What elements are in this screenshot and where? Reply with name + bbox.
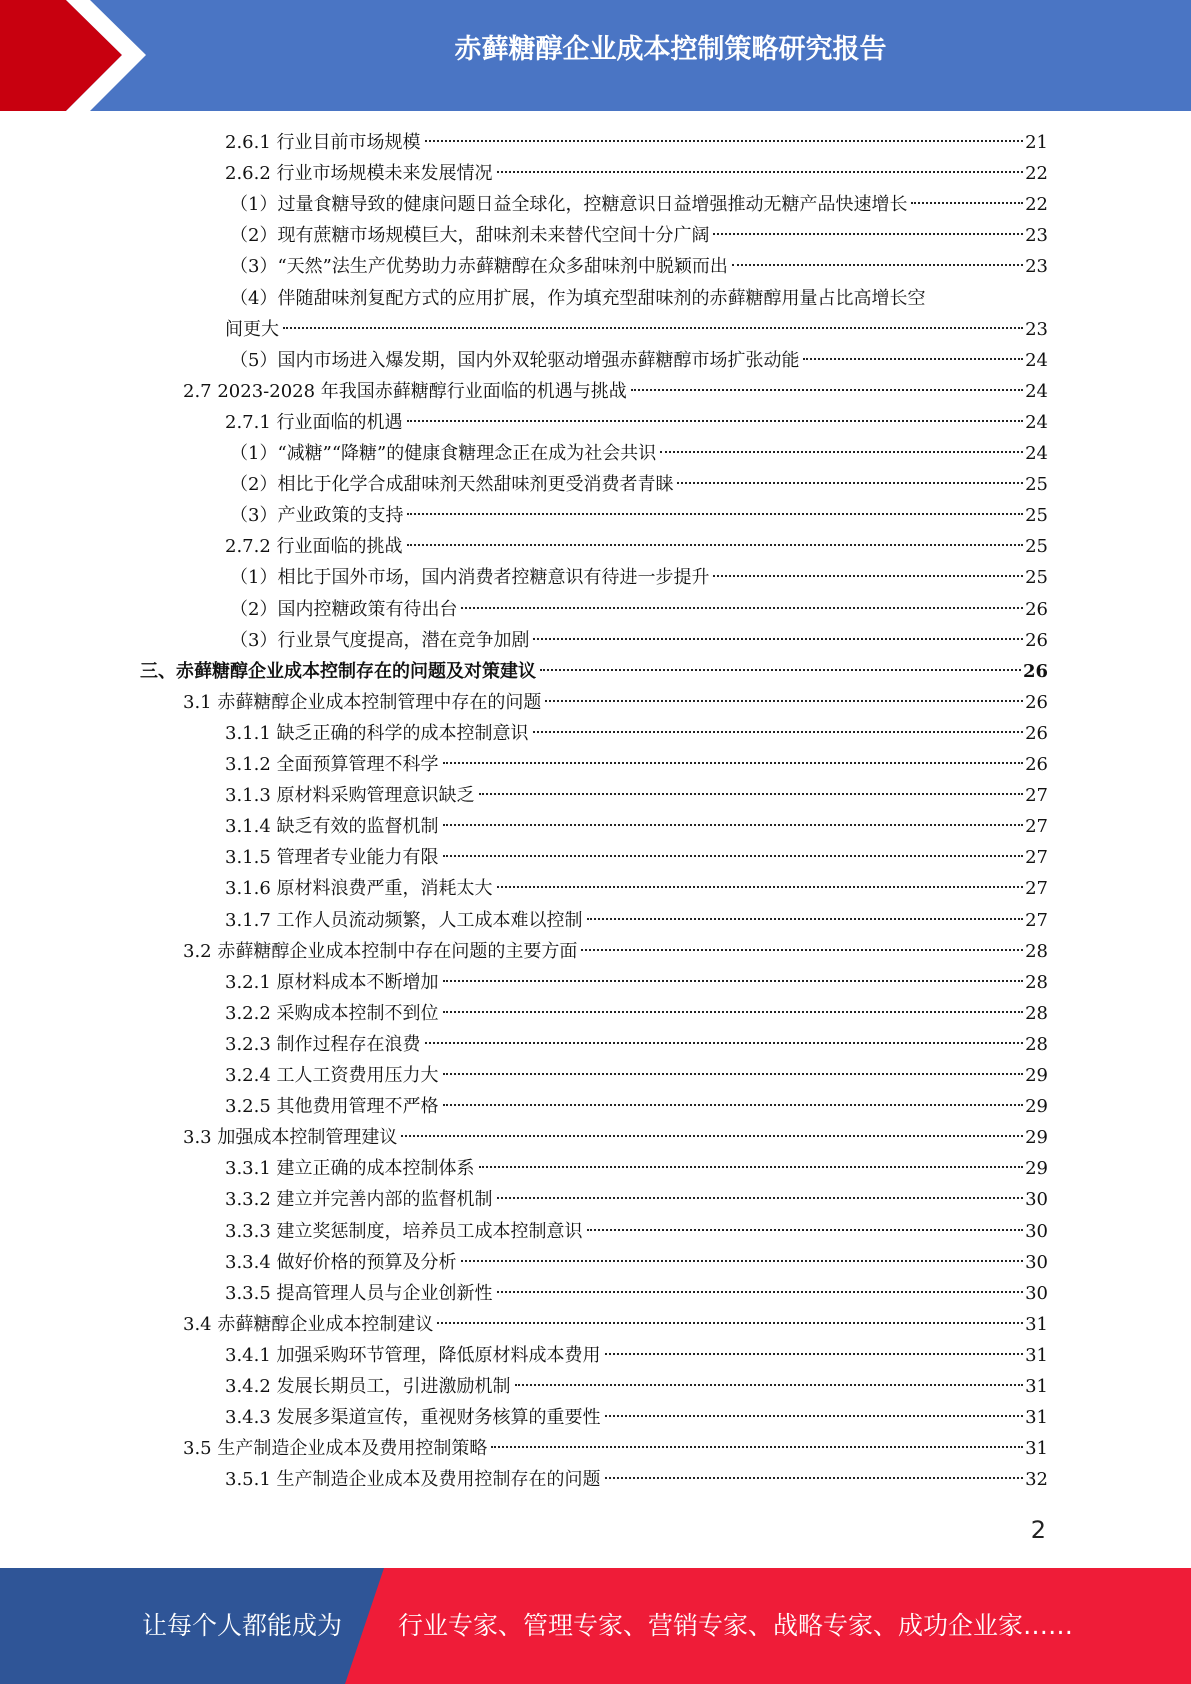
toc-entry-page: 31	[1025, 1344, 1048, 1366]
toc-dot-leader	[533, 731, 1024, 733]
toc-entry-title: （2）现有蔗糖市场规模巨大，甜味剂未来替代空间十分广阔	[230, 225, 710, 247]
page-header	[0, 0, 1191, 111]
toc-entry-page: 30	[1025, 1282, 1048, 1304]
toc-entry[interactable]	[230, 625, 1048, 656]
toc-entry[interactable]	[230, 562, 1048, 593]
toc-entry-page: 25	[1025, 567, 1048, 589]
toc-dot-leader	[497, 1197, 1024, 1199]
toc-entry[interactable]	[225, 1247, 1048, 1278]
toc-entry[interactable]	[230, 500, 1048, 531]
toc-entry[interactable]	[183, 1309, 1048, 1340]
toc-entry-page: 27	[1025, 785, 1048, 807]
toc-entry-title: （1）相比于国外市场，国内消费者控糖意识有待进一步提升	[230, 567, 710, 589]
toc-entry-title: 3.5.1 生产制造企业成本及费用控制存在的问题	[225, 1469, 601, 1491]
toc-entry-page: 24	[1025, 443, 1048, 464]
toc-entry[interactable]	[225, 1464, 1048, 1495]
toc-entry-title: 3.2.2 采购成本控制不到位	[225, 1002, 439, 1024]
toc-entry-title: 3.3 加强成本控制管理建议	[183, 1127, 398, 1149]
toc-entry-title: 3.2.3 制作过程存在浪费	[225, 1033, 421, 1055]
toc-entry-page: 25	[1025, 474, 1048, 496]
toc-entry-page: 24	[1025, 411, 1048, 433]
toc-dot-leader	[545, 700, 1023, 702]
toc-dot-leader	[713, 575, 1023, 577]
toc-entry-page: 25	[1025, 536, 1048, 558]
toc-entry-title: 3.4.2 发展长期员工，引进激励机制	[225, 1376, 511, 1397]
toc-entry-title: （2）相比于化学合成甜味剂天然甜味剂更受消费者青睐	[230, 474, 674, 496]
toc-entry-page: 30	[1025, 1251, 1048, 1273]
toc-entry-page: 22	[1025, 194, 1048, 216]
toc-entry[interactable]	[225, 127, 1048, 158]
toc-entry[interactable]	[225, 967, 1048, 998]
toc-entry-title: 3.3.5 提高管理人员与企业创新性	[225, 1282, 493, 1304]
toc-dot-leader	[540, 669, 1021, 671]
toc-entry-title: （3）产业政策的支持	[230, 505, 404, 527]
toc-entry-title: 3.1.6 原材料浪费严重，消耗太大	[225, 878, 493, 900]
toc-dot-leader	[497, 171, 1024, 173]
toc-entry-title: 3.1.2 全面预算管理不科学	[225, 754, 439, 775]
toc-entry-title: 3.1.4 缺乏有效的监督机制	[225, 816, 439, 838]
toc-entry-title: 3.4.1 加强采购环节管理，降低原材料成本费用	[225, 1344, 601, 1366]
toc-entry-page: 27	[1025, 909, 1048, 931]
toc-entry-title: 3.1.7 工作人员流动频繁，人工成本难以控制	[225, 909, 583, 931]
toc-entry-title: 3.2.1 原材料成本不断增加	[225, 971, 439, 993]
toc-entry-title: 3.2.5 其他费用管理不严格	[225, 1096, 439, 1118]
toc-entry-title: 2.7.1 行业面临的机遇	[225, 411, 403, 433]
toc-dot-leader	[732, 264, 1023, 266]
toc-dot-leader	[443, 1073, 1024, 1075]
toc-entry-page: 26	[1025, 691, 1048, 713]
toc-entry-title: 3.4.3 发展多渠道宣传，重视财务核算的重要性	[225, 1407, 601, 1429]
toc-entry-page: 28	[1025, 940, 1048, 962]
toc-entry-page: 26	[1025, 722, 1048, 744]
toc-entry[interactable]	[225, 407, 1048, 438]
toc-dot-leader	[803, 358, 1023, 360]
toc-dot-leader	[461, 1260, 1024, 1262]
toc-entry-page: 26	[1025, 598, 1048, 620]
toc-entry[interactable]	[230, 469, 1048, 500]
toc-dot-leader	[605, 1415, 1024, 1417]
toc-dot-leader	[479, 793, 1024, 795]
toc-dot-leader	[437, 1322, 1023, 1324]
toc-entry-title: （2）国内控糖政策有待出台	[230, 598, 458, 620]
toc-entry-title: 3.1 赤藓糖醇企业成本控制管理中存在的问题	[183, 691, 542, 713]
toc-entry-title: 3.4 赤藓糖醇企业成本控制建议	[183, 1313, 434, 1335]
toc-entry[interactable]	[183, 1122, 1048, 1153]
toc-entry[interactable]	[225, 531, 1048, 562]
toc-dot-leader	[713, 233, 1023, 235]
toc-dot-leader	[660, 451, 1023, 453]
toc-entry-page: 24	[1025, 349, 1048, 371]
toc-entry-title: 3.3.3 建立奖惩制度，培养员工成本控制意识	[225, 1220, 583, 1242]
toc-entry-page: 31	[1025, 1376, 1048, 1397]
toc-entry-page: 28	[1025, 1033, 1048, 1055]
toc-dot-leader	[425, 140, 1024, 142]
toc-entry-page: 24	[1025, 380, 1048, 402]
toc-entry-title: 2.6.2 行业市场规模未来发展情况	[225, 163, 493, 185]
toc-entry[interactable]	[225, 905, 1048, 936]
toc-dot-leader	[491, 1446, 1023, 1448]
toc-entry-page: 23	[1025, 225, 1048, 247]
toc-entry[interactable]	[230, 251, 1048, 282]
toc-entry-page: 29	[1025, 1096, 1048, 1118]
toc-dot-leader	[497, 1291, 1024, 1293]
toc-entry-title: （3）行业景气度提高，潜在竞争加剧	[230, 629, 530, 651]
toc-entry[interactable]	[230, 189, 1048, 220]
toc-dot-leader	[443, 980, 1024, 982]
toc-entry-page: 26	[1022, 660, 1048, 682]
toc-entry-page: 23	[1025, 256, 1048, 278]
toc-dot-leader	[533, 638, 1023, 640]
toc-dot-leader	[443, 855, 1024, 857]
toc-entry[interactable]	[225, 1216, 1048, 1247]
toc-entry[interactable]	[230, 283, 1048, 314]
footer-slogan-right: 行业专家、管理专家、营销专家、战略专家、成功企业家……	[398, 1611, 1074, 1640]
toc-entry-title: 3.1.1 缺乏正确的科学的成本控制意识	[225, 722, 529, 744]
toc-entry[interactable]	[225, 1029, 1048, 1060]
toc-entry-page: 30	[1025, 1220, 1048, 1242]
toc-entry-page: 29	[1025, 1158, 1048, 1180]
toc-entry[interactable]	[225, 1184, 1048, 1215]
toc-entry-title: 3.3.2 建立并完善内部的监督机制	[225, 1189, 493, 1211]
toc-entry[interactable]	[140, 656, 1048, 687]
report-title: 赤藓糖醇企业成本控制策略研究报告	[454, 34, 887, 65]
toc-entry-title: 3.1.3 原材料采购管理意识缺乏	[225, 785, 475, 807]
toc-dot-leader	[497, 886, 1024, 888]
toc-entry-page: 28	[1025, 1002, 1048, 1024]
toc-dot-leader	[587, 1229, 1024, 1231]
toc-entry-title: （5）国内市场进入爆发期，国内外双轮驱动增强赤藓糖醇市场扩张动能	[230, 349, 800, 371]
toc-dot-leader	[443, 1104, 1024, 1106]
toc-entry[interactable]	[183, 376, 1048, 407]
toc-dot-leader	[443, 1011, 1024, 1013]
toc-entry[interactable]	[225, 998, 1048, 1029]
toc-entry[interactable]	[225, 842, 1048, 873]
toc-entry-page: 21	[1025, 132, 1048, 153]
toc-entry[interactable]	[230, 438, 1048, 469]
toc-dot-leader	[605, 1353, 1024, 1355]
toc-entry[interactable]	[225, 1153, 1048, 1184]
toc-entry[interactable]	[225, 811, 1048, 842]
toc-entry-page: 29	[1025, 1127, 1048, 1149]
toc-entry[interactable]	[225, 1091, 1048, 1122]
toc-entry[interactable]	[225, 749, 1048, 780]
toc-entry[interactable]	[230, 220, 1048, 251]
toc-entry-page: 29	[1025, 1065, 1048, 1086]
toc-dot-leader	[401, 1135, 1023, 1137]
toc-dot-leader	[911, 202, 1023, 204]
toc-entry-title: （1）过量食糖导致的健康问题日益全球化，控糖意识日益增强推动无糖产品快速增长	[230, 194, 908, 216]
toc-entry[interactable]	[225, 1371, 1048, 1402]
footer-slogan-left: 让每个人都能成为	[142, 1611, 343, 1640]
toc-entry-title: 3.2.4 工人工资费用压力大	[225, 1065, 439, 1086]
toc-entry[interactable]	[225, 718, 1048, 749]
toc-entry-page: 26	[1025, 754, 1048, 775]
toc-entry-title: 3.2 赤藓糖醇企业成本控制中存在问题的主要方面	[183, 940, 578, 962]
toc-entry-page: 27	[1025, 878, 1048, 900]
toc-dot-leader	[407, 544, 1024, 546]
toc-entry-title: 2.7 2023-2028 年我国赤藓糖醇行业面临的机遇与挑战	[183, 380, 627, 402]
toc-entry[interactable]	[225, 314, 1048, 345]
toc-entry-page: 31	[1025, 1407, 1048, 1429]
toc-entry-page: 32	[1025, 1469, 1048, 1491]
toc-entry[interactable]	[225, 1060, 1048, 1091]
toc-entry[interactable]	[230, 594, 1048, 625]
toc-entry[interactable]	[183, 687, 1048, 718]
toc-entry-page: 27	[1025, 847, 1048, 869]
toc-entry-page: 22	[1025, 163, 1048, 185]
toc-dot-leader	[461, 607, 1023, 609]
toc-dot-leader	[581, 949, 1023, 951]
toc-entry[interactable]	[225, 1278, 1048, 1309]
toc-dot-leader	[407, 513, 1023, 515]
toc-entry[interactable]	[183, 1433, 1048, 1464]
toc-entry-title: 3.1.5 管理者专业能力有限	[225, 847, 439, 869]
toc-entry-page: 31	[1025, 1438, 1048, 1460]
toc-entry-title: 3.5 生产制造企业成本及费用控制策略	[183, 1438, 488, 1460]
toc-entry-page: 30	[1025, 1189, 1048, 1211]
toc-entry[interactable]	[183, 936, 1048, 967]
toc-entry[interactable]	[225, 1340, 1048, 1371]
toc-entry-title: （1）“减糖”“降糖”的健康食糖理念正在成为社会共识	[230, 443, 657, 464]
toc-dot-leader	[283, 327, 1023, 329]
toc-dot-leader	[587, 918, 1024, 920]
toc-entry-title: 3.3.4 做好价格的预算及分析	[225, 1251, 457, 1273]
toc-entry-page: 27	[1025, 816, 1048, 838]
toc-entry-page: 31	[1025, 1313, 1048, 1335]
toc-entry-title: 2.7.2 行业面临的挑战	[225, 536, 403, 558]
toc-entry-title: 2.6.1 行业目前市场规模	[225, 132, 421, 153]
toc-entry-title: （3）“天然”法生产优势助力赤藓糖醇在众多甜味剂中脱颖而出	[230, 256, 728, 278]
toc-entry[interactable]	[225, 1402, 1048, 1433]
toc-dot-leader	[425, 1042, 1024, 1044]
toc-dot-leader	[677, 482, 1023, 484]
toc-entry[interactable]	[225, 158, 1048, 189]
toc-entry-page: 26	[1025, 629, 1048, 651]
toc-entry-title: 间更大	[225, 318, 279, 340]
toc-dot-leader	[515, 1384, 1024, 1386]
toc-dot-leader	[443, 824, 1024, 826]
page-footer	[0, 1568, 1191, 1684]
toc-dot-leader	[605, 1477, 1024, 1479]
toc-dot-leader	[443, 762, 1024, 764]
toc-entry[interactable]	[225, 780, 1048, 811]
toc-dot-leader	[631, 389, 1023, 391]
toc-entry-page: 28	[1025, 971, 1048, 993]
toc-dot-leader	[407, 420, 1024, 422]
toc-entry[interactable]	[225, 873, 1048, 904]
toc-entry-title: 3.3.1 建立正确的成本控制体系	[225, 1158, 475, 1180]
toc-entry-page: 23	[1025, 318, 1048, 340]
toc-entry-title: 三、赤藓糖醇企业成本控制存在的问题及对策建议	[140, 660, 536, 682]
toc-entry-title: （4）伴随甜味剂复配方式的应用扩展，作为填充型甜味剂的赤藓糖醇用量占比高增长空	[230, 287, 926, 309]
toc-entry-page: 25	[1025, 505, 1048, 527]
toc-dot-leader	[479, 1166, 1024, 1168]
toc-entry[interactable]	[230, 345, 1048, 376]
page-number: 2	[1030, 1516, 1046, 1544]
